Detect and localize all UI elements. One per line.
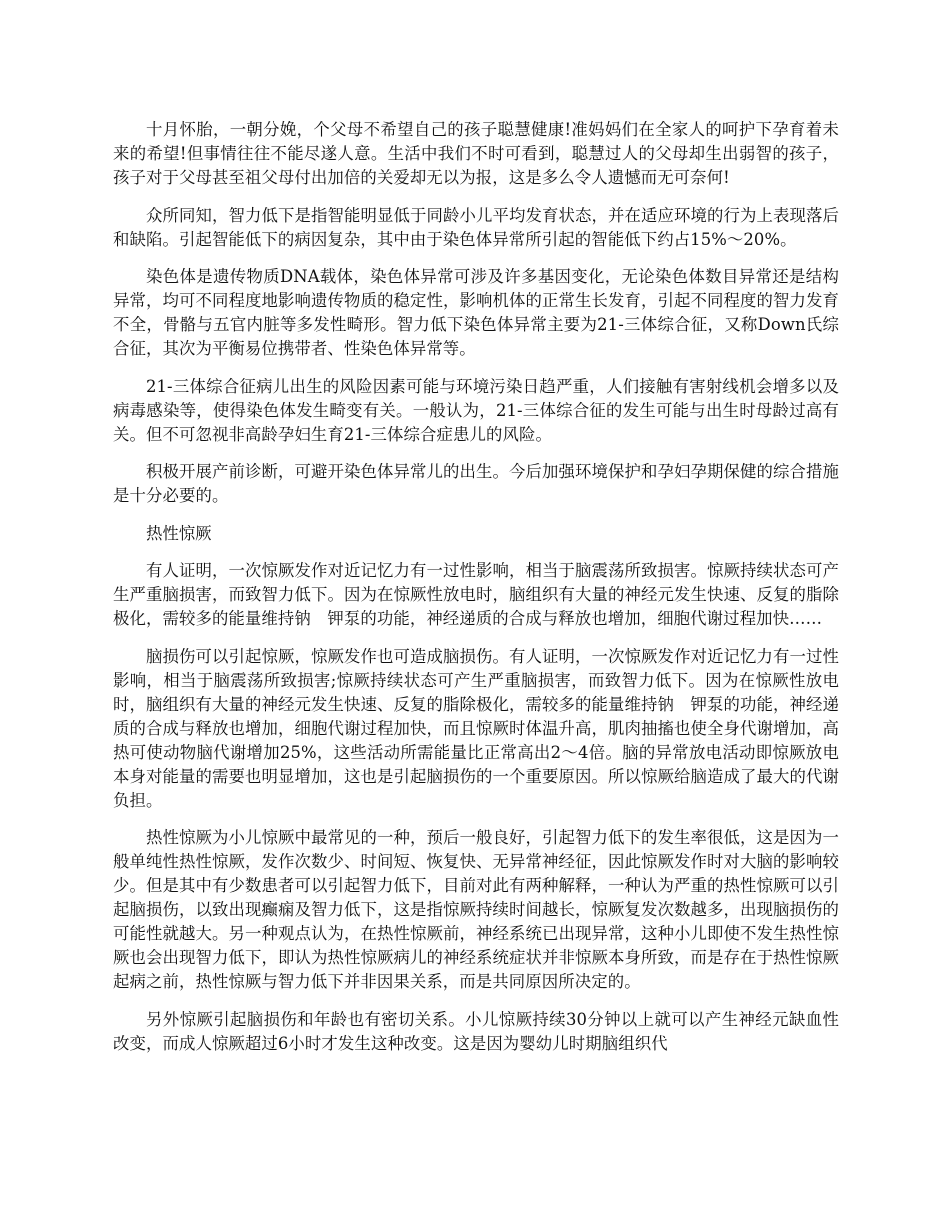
paragraph-age-relation: 另外惊厥引起脑损伤和年龄也有密切关系。小儿惊厥持续30分钟以上就可以产生神经元缺血性改变，而成人惊厥超过6小时才发生这种改变。这是因为婴幼儿时期脑组织代 — [113, 1009, 839, 1053]
paragraph-trisomy-risk: 21-三体综合征病儿出生的风险因素可能与环境污染日趋严重，人们接触有害射线机会增多以及病毒感染等，使得染色体发生畸变有关。一般认为，21-三体综合征的发生可能与出生时母龄过高有关。但不可忽视非高龄孕妇生育21-三体综合症患儿的风险。 — [113, 376, 839, 444]
paragraph-brain-injury: 脑损伤可以引起惊厥，惊厥发作也可造成脑损伤。有人证明，一次惊厥发作对近记忆力有一过性影响，相当于脑震荡所致损害;惊厥持续状态可产生严重脑损害，而致智力低下。因为在惊厥性放电时，脑组织有大量的神经元发生快速、反复的脂除极化，需较多的能量维持钠 钾泵的功能，神经递质的合成与释放也增加，细胞代谢过程加快，而且惊厥时体温升高，肌肉抽搐也使全身代谢增加，高热可使动物脑代谢增加25%，这些活动所需能量比正常高出2～4倍。脑的异常放电活动即惊厥放电本身对能量的需要也明显增加，这也是引起脑损伤的一个重要原因。所以惊厥给脑造成了最大的代谢负担。 — [113, 646, 839, 810]
paragraph-prenatal: 积极开展产前诊断，可避开染色体异常儿的出生。今后加强环境保护和孕妇孕期保健的综合措施是十分必要的。 — [113, 462, 839, 505]
paragraph-intro: 十月怀胎，一朝分娩，个父母不希望自己的孩子聪慧健康!准妈妈们在全家人的呵护下孕育着未来的希望!但事情往往不能尽遂人意。生活中我们不时可看到，聪慧过人的父母却生出弱智的孩子，孩子对于父母甚至祖父母付出加倍的关爱却无以为报，这是多么令人遗憾而无可奈何! — [113, 120, 839, 187]
paragraph-definition: 众所同知，智力低下是指智能明显低于同龄小儿平均发育状态，并在适应环境的行为上表现落后和缺陷。引起智能低下的病因复杂，其中由于染色体异常所引起的智能低下约占15%～20%。 — [113, 205, 839, 249]
document-body — [113, 118, 839, 1069]
paragraph-convulsion-memory: 有人证明，一次惊厥发作对近记忆力有一过性影响，相当于脑震荡所致损害。惊厥持续状态可产生严重脑损害，而致智力低下。因为在惊厥性放电时，脑组织有大量的神经元发生快速、反复的脂除极化，需较多的能量维持钠 钾泵的功能，神经递质的合成与释放也增加，细胞代谢过程加快…… — [113, 561, 839, 628]
paragraph-febrile-prognosis: 热性惊厥为小儿惊厥中最常见的一种，预后一般良好，引起智力低下的发生率很低，这是因为一般单纯性热性惊厥，发作次数少、时间短、恢复快、无异常神经征，因此惊厥发作时对大脑的影响较少。但是其中有少数患者可以引起智力低下，目前对此有两种解释，一种认为严重的热性惊厥可以引起脑损伤，以致出现癫痫及智力低下，这是指惊厥持续时间越长，惊厥复发次数越多，出现脑损伤的可能性就越大。另一种观点认为，在热性惊厥前，神经系统已出现异常，这种小儿即使不发生热性惊厥也会出现智力低下，即认为热性惊厥病儿的神经系统症状并非惊厥本身所致，而是存在于热性惊厥起病之前，热性惊厥与智力低下并非因果关系，而是共同原因所决定的。 — [113, 828, 839, 991]
section-heading-febrile-convulsion: 热性惊厥 — [146, 523, 212, 543]
paragraph-chromosome: 染色体是遗传物质DNA载体，染色体异常可涉及许多基因变化，无论染色体数目异常还是结构异常，均可不同程度地影响遗传物质的稳定性，影响机体的正常生长发育，引起不同程度的智力发育不全，骨骼与五官内脏等多发性畸形。智力低下染色体异常主要为21-三体综合征，又称Down氏综合征，其次为平衡易位携带者、性染色体异常等。 — [113, 267, 839, 358]
